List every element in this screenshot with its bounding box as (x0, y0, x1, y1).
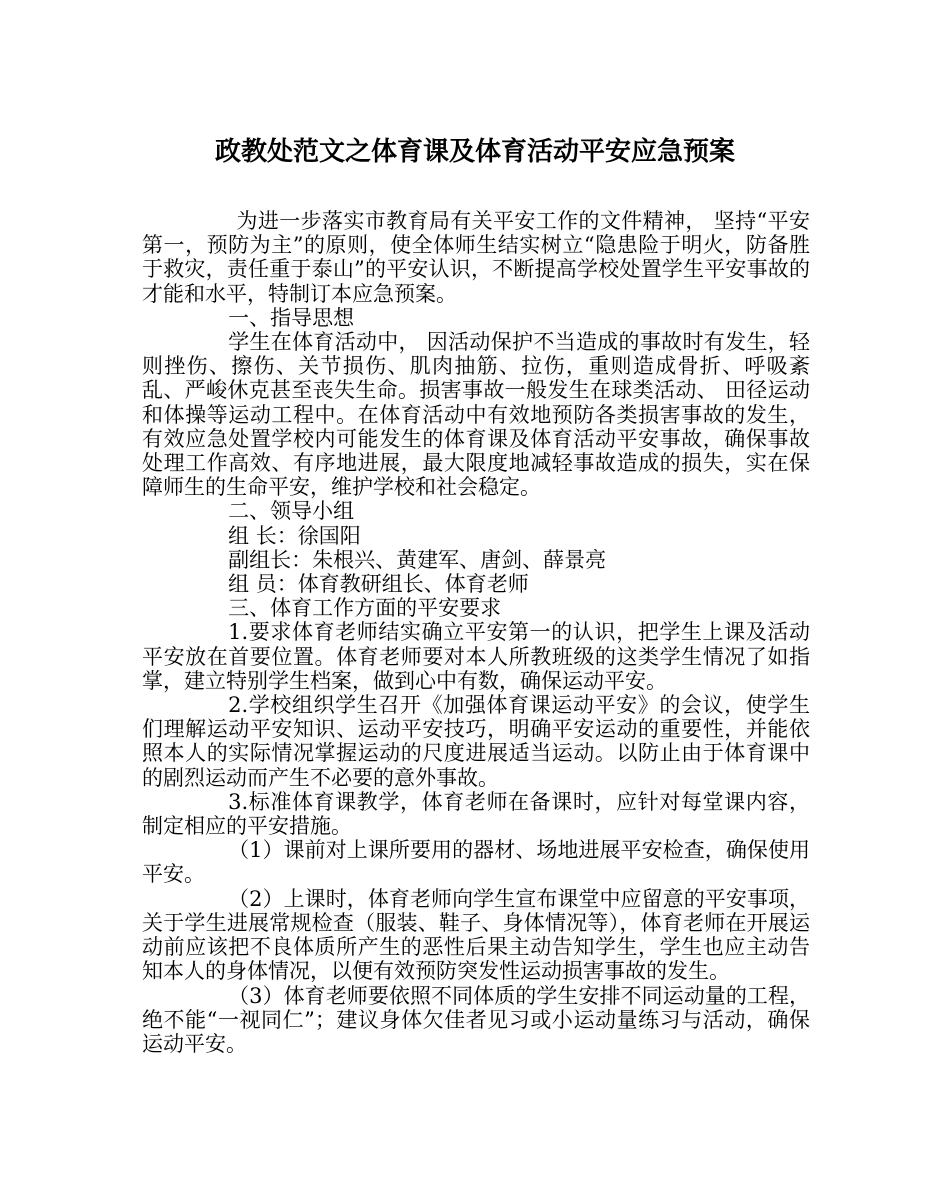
requirement-item-2: 2.学校组织学生召开《加强体育课运动平安》的会议，使学生们理解运动平安知识、运动平安技巧，明确平安运动的重要性，并能依照本人的实际情况掌握运动的尺度进展适当运动。以防止由于体育课中的剧烈运动而产生不必要的意外事故。 (142, 693, 810, 790)
requirement-item-3: 3.标准体育课教学，体育老师在备课时，应针对每堂课内容，制定相应的平安措施。 (142, 789, 810, 839)
sub-item-1: （1）课前对上课所要用的器材、场地进展平安检查，确保使用平安。 (142, 838, 810, 887)
section-heading-guiding-thought: 一、指导思想 (228, 305, 355, 330)
section-heading-leadership-group: 二、领导小组 (228, 499, 355, 524)
sub-item-3: （3）体育老师要依照不同体质的学生安排不同运动量的工程，绝不能“一视同仁”；建议身体欠佳者见习或小运动量练习与活动，确保运动平安。 (142, 983, 810, 1056)
document-title: 政教处范文之体育课及体育活动平安应急预案 (214, 137, 735, 167)
sub-item-2: （2）上课时，体育老师向学生宣布课堂中应留意的平安事项，关于学生进展常规检查（服装、鞋子、身体情况等），体育老师在开展运动前应该把不良体质所产生的恶性后果主动告知学生，学生也应主动告知本人的身体情况，以便有效预防突发性运动损害事故的发生。 (142, 886, 810, 984)
paragraph-guiding-thought: 学生在体育活动中， 因活动保护不当造成的事故时有发生，轻则挫伤、擦伤、关节损伤、肌肉抽筋、拉伤，重则造成骨折、呼吸紊乱、严峻休克甚至丧失生命。损害事故一般发生在球类活动、 田径运动和体操等运动工程中。在体育活动中有效地预防各类损害事故的发生，有效应急处置学校内可能发生的体育课及体育活动平安事故，确保事故处理工作高效、有序地进展，最大限度地减轻事故造成的损失，实在保障师生的生命平安，维护学校和社会稳定。 (142, 330, 810, 500)
group-leader-line: 组 长：徐国阳 (228, 523, 361, 548)
section-heading-safety-requirements: 三、体育工作方面的平安要求 (228, 596, 502, 621)
group-members-line: 组 员：体育教研组长、体育老师 (228, 572, 529, 597)
paragraph-intro: 为进一步落实市教育局有关平安工作的文件精神， 坚持“平安第一，预防为主”的原则，使全体师生结实树立“隐患险于明火，防备胜于救灾，责任重于泰山”的平安认识，不断提高学校处置学生平安事故的才能和水平，特制订本应急预案。 (142, 209, 810, 306)
deputy-leader-line: 副组长：朱根兴、黄建军、唐剑、薛景亮 (228, 547, 607, 572)
requirement-item-1: 1.要求体育老师结实确立平安第一的认识，把学生上课及活动平安放在首要位置。体育老师要对本人所教班级的这类学生情况了如指掌，建立特别学生档案，做到心中有数，确保运动平安。 (142, 620, 810, 693)
document-body (142, 209, 810, 1056)
